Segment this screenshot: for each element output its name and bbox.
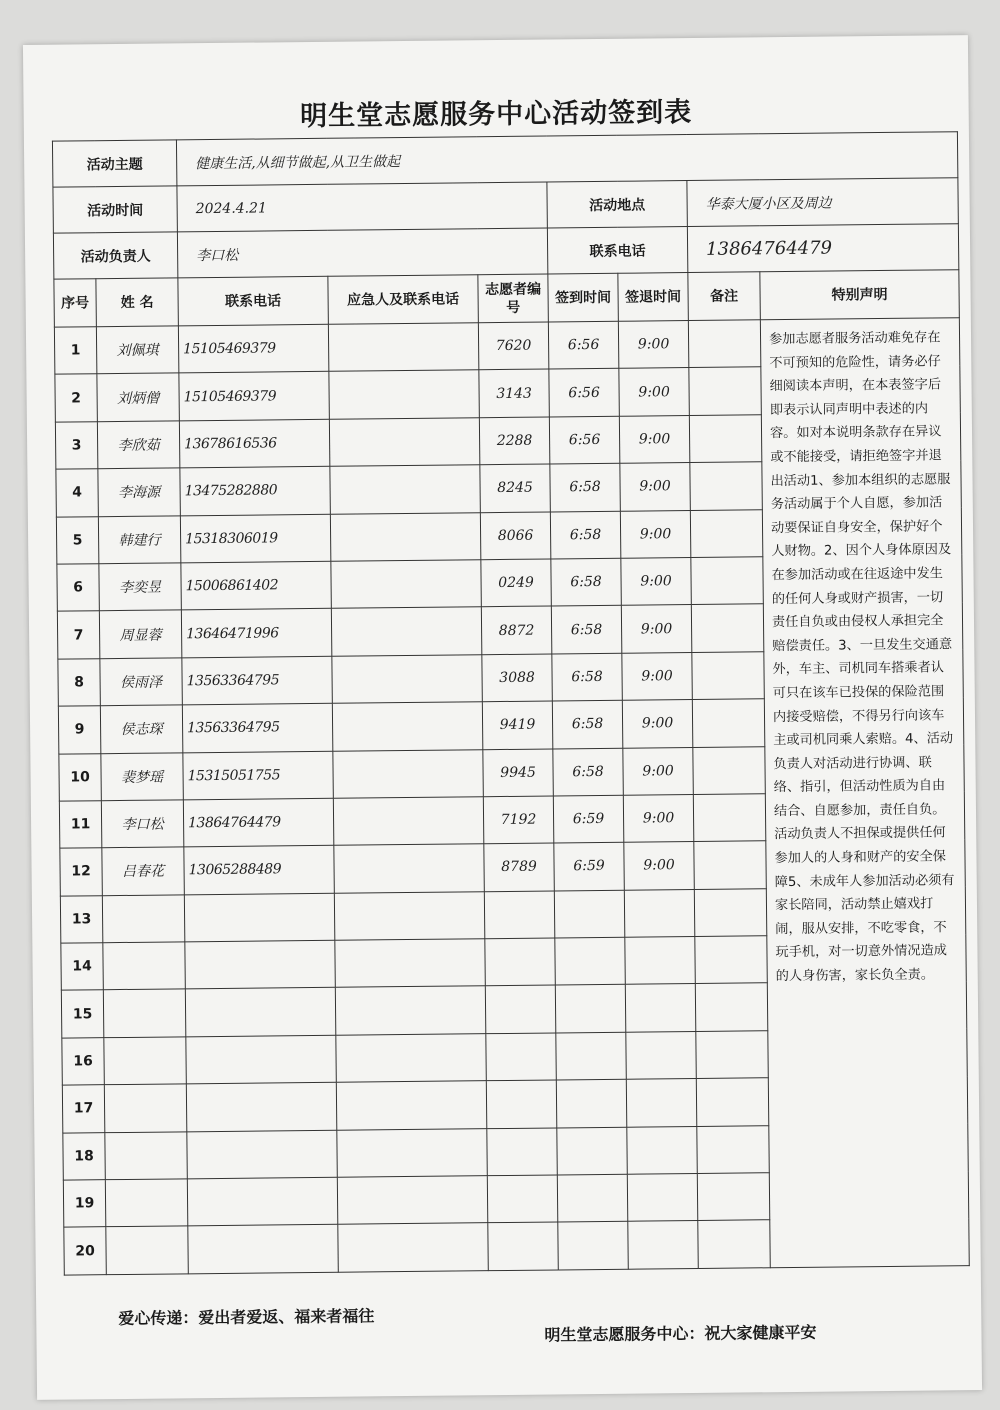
volunteer-phone [187,1130,337,1179]
remark [696,1078,768,1126]
volunteer-phone [186,1083,336,1132]
header-emergency: 应急人及联系电话 [328,275,478,325]
row-number: 15 [61,990,103,1038]
emergency-contact [335,939,485,988]
header-name: 姓 名 [96,278,178,327]
volunteer-id: 8872 [481,606,551,654]
row-number: 19 [63,1180,105,1228]
volunteer-name [103,989,185,1037]
emergency-contact [332,702,482,751]
row-number: 4 [56,469,98,517]
volunteer-id [486,1080,556,1128]
time-label: 活动时间 [53,186,177,233]
row-number: 5 [56,516,98,564]
sign-out-time [626,1031,696,1079]
sign-out-time: 9:00 [621,605,691,653]
volunteer-name [103,942,185,990]
sign-out-time [626,1079,696,1127]
volunteer-id: 9945 [483,748,553,796]
header-remark: 备注 [688,272,760,321]
sign-in-time: 6:56 [548,321,618,369]
sign-out-time: 9:00 [621,557,691,605]
volunteer-phone: 13563364795 [182,703,332,752]
row-number: 16 [62,1038,104,1086]
volunteer-id: 3088 [482,654,552,702]
row-number: 8 [58,658,100,706]
emergency-contact [329,418,479,467]
special-notice-cell [760,318,969,1268]
row-number: 2 [55,374,97,422]
sign-out-time [628,1221,698,1269]
volunteer-name [105,1179,187,1227]
emergency-contact [338,1223,488,1272]
sign-out-time: 9:00 [622,700,692,748]
emergency-contact [334,891,484,940]
sign-out-time: 9:00 [623,747,693,795]
remark [692,651,764,699]
volunteer-phone: 15105469379 [178,324,328,373]
sign-in-time [554,890,624,938]
time-value: 2024.4.21 [177,182,547,232]
remark [691,604,763,652]
volunteer-phone: 13563364795 [182,656,332,705]
volunteer-phone: 13678616536 [179,419,329,468]
remark [694,841,766,889]
leader-label: 活动负责人 [53,232,177,279]
volunteer-id: 0249 [481,559,551,607]
row-number: 13 [60,895,102,943]
volunteer-name: 李奕昱 [99,563,181,611]
row-number: 1 [54,327,96,375]
emergency-contact [334,844,484,893]
volunteer-name [102,895,184,943]
sign-out-time [627,1126,697,1174]
remark [691,557,763,605]
volunteer-name: 侯志琛 [100,705,182,753]
remark [693,794,765,842]
emergency-contact [329,370,479,419]
volunteer-name [104,1037,186,1085]
sign-in-time [557,1127,627,1175]
table-row [54,318,959,375]
row-number: 14 [61,943,103,991]
emergency-contact [331,607,481,656]
header-notice: 特别声明 [760,270,960,320]
volunteer-phone: 15315051755 [183,751,333,800]
sign-in-time [556,1079,626,1127]
volunteer-id [486,1033,556,1081]
emergency-contact [337,1128,487,1177]
volunteer-name: 吕春花 [102,847,184,895]
header-volunteer-id: 志愿者编号 [478,274,548,323]
footer-right: 明生堂志愿服务中心：祝大家健康平安 [544,1322,817,1345]
row-number: 6 [57,564,99,612]
emergency-contact [332,654,482,703]
sign-out-time: 9:00 [623,794,693,842]
volunteer-phone [186,1035,336,1084]
remark [695,936,767,984]
row-number: 7 [57,611,99,659]
leader-value: 李口松 [177,228,547,278]
volunteer-id: 8789 [484,843,554,891]
sign-in-table [52,131,970,1275]
sign-in-sheet [23,35,982,1400]
volunteer-phone [185,940,335,989]
volunteer-id [485,985,555,1033]
remark [696,1031,768,1079]
emergency-contact [336,1081,486,1130]
location-value: 华泰大厦小区及周边 [687,178,958,227]
emergency-contact [336,1034,486,1083]
volunteer-id: 7192 [483,796,553,844]
volunteer-phone [187,1177,337,1226]
emergency-contact [333,797,483,846]
volunteer-phone [188,1225,338,1274]
theme-value: 健康生活,从细节做起,从卫生做起 [176,132,957,186]
volunteer-phone: 15318306019 [180,514,330,563]
row-number: 18 [63,1132,105,1180]
volunteer-name: 李欣茹 [97,421,179,469]
row-number: 20 [64,1227,106,1275]
volunteer-id: 7620 [478,322,548,370]
emergency-contact [335,986,485,1035]
sign-in-time: 6:58 [551,558,621,606]
volunteer-phone: 15006861402 [181,561,331,610]
volunteer-id [484,891,554,939]
emergency-contact [337,1176,487,1225]
remark [692,699,764,747]
volunteer-name: 李海源 [98,468,180,516]
volunteer-id: 8245 [480,464,550,512]
emergency-contact [330,512,480,561]
sign-out-time: 9:00 [622,652,692,700]
volunteer-id: 8066 [480,512,550,560]
emergency-contact [333,749,483,798]
sign-in-time: 6:59 [553,795,623,843]
volunteer-id: 9419 [482,701,552,749]
sign-out-time: 9:00 [620,510,690,558]
sign-in-time [555,937,625,985]
remark [690,462,762,510]
emergency-contact [331,560,481,609]
row-number: 12 [60,848,102,896]
remark [689,415,761,463]
sign-out-time: 9:00 [624,842,694,890]
volunteer-id [488,1222,558,1270]
sign-in-time [558,1222,628,1270]
volunteer-name: 刘佩琪 [96,326,178,374]
remark [698,1220,770,1268]
row-number: 10 [59,753,101,801]
sign-in-time: 6:56 [549,416,619,464]
sign-out-time [624,889,694,937]
row-number: 9 [58,706,100,754]
location-label: 活动地点 [547,181,687,228]
volunteer-id: 2288 [479,417,549,465]
remark [690,509,762,557]
sign-in-time [556,1032,626,1080]
remark [688,320,760,368]
row-number: 11 [59,801,101,849]
volunteer-phone: 13065288489 [184,846,334,895]
row-number: 17 [62,1085,104,1133]
header-sign-in: 签到时间 [548,273,618,322]
volunteer-name [105,1131,187,1179]
volunteer-id: 3143 [479,369,549,417]
volunteer-name [106,1226,188,1274]
volunteer-phone: 15105469379 [179,372,329,421]
remark [693,746,765,794]
volunteer-phone: 13475282880 [180,466,330,515]
row-number: 3 [55,422,97,470]
sign-out-time: 9:00 [620,463,690,511]
volunteer-phone [185,988,335,1037]
volunteer-name: 李口松 [101,800,183,848]
remark [695,983,767,1031]
sign-in-time [555,985,625,1033]
volunteer-phone [184,893,334,942]
theme-label: 活动主题 [52,140,176,187]
volunteer-id [485,938,555,986]
volunteer-name: 周显蓉 [99,610,181,658]
volunteer-id [487,1128,557,1176]
remark [689,367,761,415]
volunteer-phone: 13864764479 [183,798,333,847]
volunteer-name [104,1084,186,1132]
page-title: 明生堂志愿服务中心活动签到表 [300,96,693,133]
emergency-contact [328,323,478,372]
volunteer-name: 裴梦瑶 [101,752,183,800]
header-no: 序号 [54,279,97,327]
sign-in-time [557,1174,627,1222]
sign-in-time: 6:56 [549,369,619,417]
sign-out-time: 9:00 [619,368,689,416]
sign-in-time: 6:58 [550,463,620,511]
footer-left: 爱心传递：爱出者爱返、福来者福往 [118,1306,375,1329]
sign-out-time [625,984,695,1032]
volunteer-name: 韩建行 [98,515,180,563]
volunteer-name: 刘炳僧 [97,373,179,421]
volunteer-id [487,1175,557,1223]
volunteer-name: 侯雨泽 [100,658,182,706]
header-phone: 联系电话 [178,276,328,326]
sign-in-time: 6:59 [554,843,624,891]
phone-value: 13864764479 [687,224,958,273]
sign-in-time: 6:58 [552,653,622,701]
sign-in-time: 6:58 [550,511,620,559]
sign-out-time: 9:00 [618,321,688,369]
remark [697,1173,769,1221]
remark [697,1125,769,1173]
sign-in-time: 6:58 [553,748,623,796]
sign-out-time [625,937,695,985]
emergency-contact [330,465,480,514]
sign-out-time: 9:00 [619,415,689,463]
sign-in-time: 6:58 [552,700,622,748]
phone-label: 联系电话 [547,227,687,274]
header-sign-out: 签退时间 [618,273,688,322]
sign-in-time: 6:58 [551,606,621,654]
volunteer-phone: 13646471996 [181,609,331,658]
special-notice-text: 参加志愿者服务活动难免存在不可预知的危险性，请务必仔细阅读本声明，在本表签字后即表示认同声明中表述的内容。如对本说明条款存在异议或不能接受，请拒绝签字并退出活动1、参加本组织的志愿服务活动属于个人自愿，参加活动要保证自身安全，保护好个人财物。2、因个人身体原因及在参加活动或在往返途中发生的任何人身或财产损害，一切责任自负或由侵权人承担完全赔偿责任。3、一旦发生交通意外，车主、司机同车搭乘者认可只在该车已投保的保险范围内接受赔偿，不得另行向该车主或司机同乘人索赔。4、活动负责人对活动进行协调、联络、指引，但活动性质为自由结合、自愿参加，责任自负。活动负责人不担保或提供任何参加人的人身和财产的安全保障5、未成年人参加活动必须有家长陪同，活动禁止嬉戏打闹，服从安排，不吃零食，不玩手机，对一切意外情况造成的人身伤害，家长负全责。 [768,330,955,985]
sign-out-time [627,1174,697,1222]
remark [694,888,766,936]
